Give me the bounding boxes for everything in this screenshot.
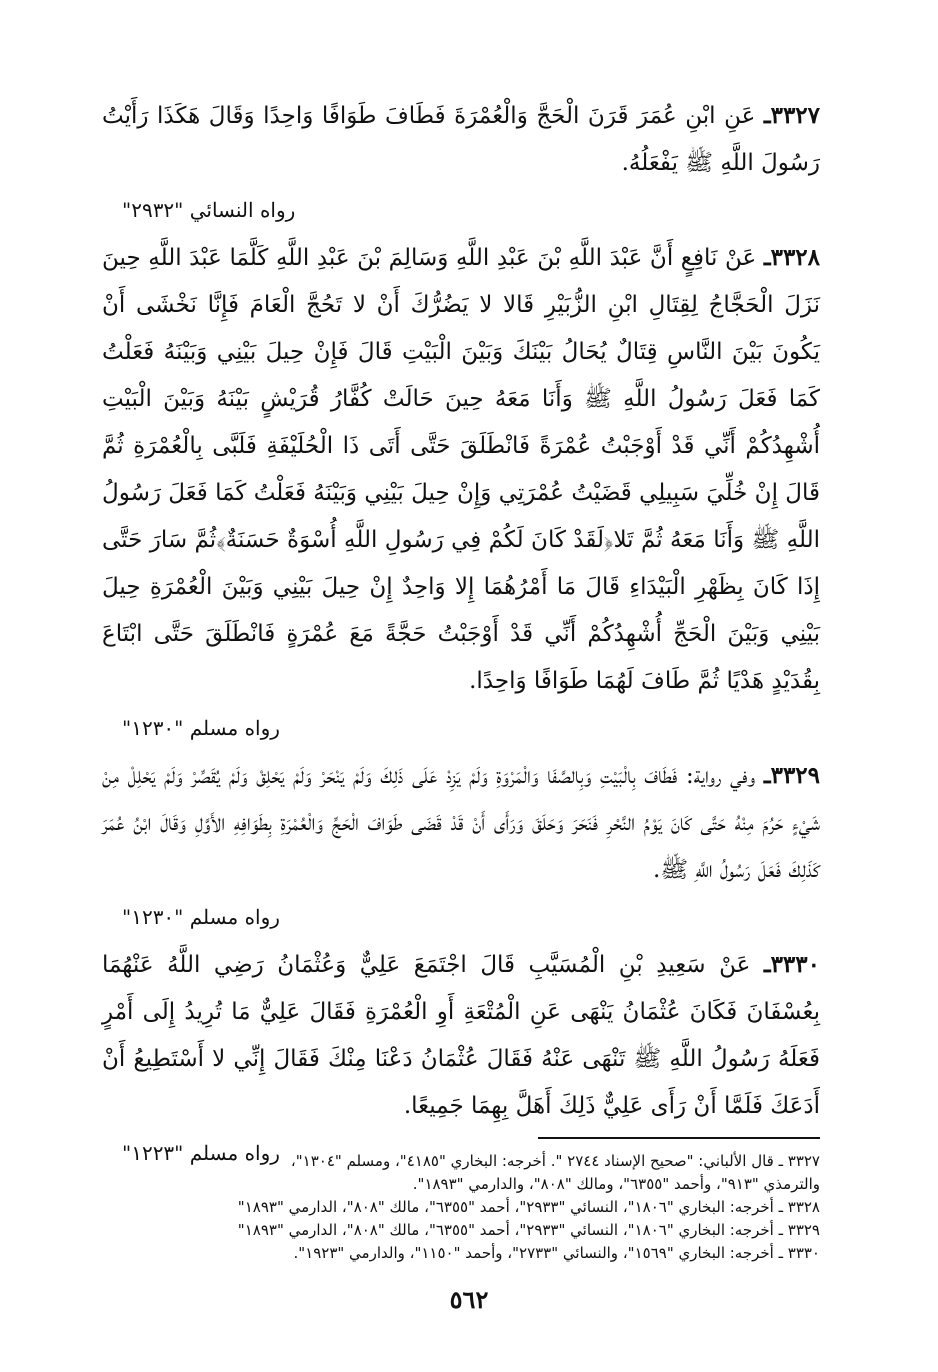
hadith-text: وفي رواية: فَطَافَ بِالْبَيْتِ وَبِالصَّفَا وَالْمَرْوَةِ وَلَمْ يَزِدْ عَلَى ذَلِكَ وَلَمْ يَنْحَرْ وَلَمْ يَحْلِقْ وَلَمْ يُقَصِّرْ وَلَمْ يَحْلِلْ مِنْ شَيْءٍ حَرُمَ مِنْهُ حَتَّى كَانَ يَوْمُ النَّحْرِ فَنَحَرَ وَحَلَقَ وَرَأَى أَنْ قَدْ قَضَى طَوَافَ الْحَجِّ وَالْعُمْرَةِ بِطَوَافِهِ الأَوَّلِ وَقَالَ ابْنُ عُمَرَ كَذَلِكَ فَعَلَ رَسُولُ اللَّهِ ﷺ. — [102, 763, 820, 883]
footnote-line: ٣٣٢٩ ـ أخرجه: البخاري "١٨٠٦"، النسائي "٢٩٣٣"، أحمد "٦٣٥٥"، مالك "٨٠٨"، الدارمي "١٨٩٣" — [237, 1221, 820, 1239]
hadith-text: عَنِ ابْنِ عُمَرَ قَرَنَ الْحَجَّ وَالْعُمْرَةَ فَطَافَ طَوَافًا وَاحِدًا وَقَالَ هَكَذَا رَأَيْتُ رَسُولَ اللَّهِ ﷺ يَفْعَلُهُ. — [102, 103, 820, 176]
hadith-number: ٣٣٢٧ـ — [763, 102, 821, 129]
hadith-source: رواه مسلم "١٢٣٠" — [122, 905, 280, 929]
hadith-number: ٣٣٢٩ـ — [763, 762, 821, 789]
hadith-3328 — [102, 234, 820, 752]
hadith-3330 — [102, 941, 820, 1177]
hadith-3327 — [102, 92, 820, 234]
footnote-line: والترمذي "٩١٣"، وأحمد "٦٣٥٥"، ومالك "٨٠٨"، والدارمي "١٨٩٣". — [412, 1175, 820, 1193]
hadith-source: رواه مسلم "١٢٢٣" — [122, 1141, 280, 1165]
footnote-line: ٣٣٢٧ ـ قال الألباني: "صحيح الإسناد ٢٧٤٤ ". أخرجه: البخاري "٤١٨٥"، ومسلم "١٣٠٤"، — [290, 1152, 820, 1170]
hadith-source: رواه النسائي "٢٩٣٢" — [122, 198, 296, 222]
hadith-text: عَنْ سَعِيدِ بْنِ الْمُسَيَّبِ قَالَ اجْتَمَعَ عَلِيٌّ وَعُثْمَانُ رَضِي اللَّهُ عَنْهُمَا بِعُسْفَانَ فَكَانَ عُثْمَانُ يَنْهَى عَنِ الْمُتْعَةِ أَوِ الْعُمْرَةِ فَقَالَ عَلِيٌّ مَا تُرِيدُ إِلَى أَمْرٍ فَعَلَهُ رَسُولُ اللَّهِ ﷺ تَنْهَى عَنْهُ فَقَالَ عُثْمَانُ دَعْنَا مِنْكَ فَقَالَ إِنِّي لا أَسْتَطِيعُ أَنْ أَدَعَكَ فَلَمَّا أَنْ رَأَى عَلِيٌّ ذَلِكَ أَهَلَّ بِهِمَا جَمِيعًا. — [102, 952, 820, 1119]
footnotes — [102, 1150, 820, 1265]
hadith-3329 — [102, 752, 820, 941]
footnote-line: ٣٣٢٨ ـ أخرجه: البخاري "١٨٠٦"، النسائي "٢٩٣٣"، أحمد "٦٣٥٥"، مالك "٨٠٨"، الدارمي "١٨٩٣" — [237, 1198, 820, 1216]
page-number: ٥٦٢ — [449, 1285, 489, 1314]
hadith-source: رواه مسلم "١٢٣٠" — [122, 716, 280, 740]
hadith-number: ٣٣٣٠ـ — [763, 951, 820, 978]
hadith-number: ٣٣٢٨ـ — [763, 244, 821, 271]
footnote-separator — [538, 1137, 820, 1139]
hadith-section — [102, 92, 820, 1177]
hadith-text: عَنْ نَافِعٍ أَنَّ عَبْدَ اللَّهِ بْنَ عَبْدِ اللَّهِ وَسَالِمَ بْنَ عَبْدِ اللَّهِ كَلَّمَا عَبْدَ اللَّهِ حِينَ نَزَلَ الْحَجَّاجُ لِقِتَالِ ابْنِ الزُّبَيْرِ قَالا لا يَضُرُّكَ أَنْ لا تَحُجَّ الْعَامَ فَإِنَّا نَخْشَى أَنْ يَكُونَ بَيْنَ النَّاسِ قِتَالٌ يُحَالُ بَيْنَكَ وَبَيْنَ الْبَيْتِ قَالَ فَإِنْ حِيلَ بَيْنِي وَبَيْنَهُ فَعَلْتُ كَمَا فَعَلَ رَسُولُ اللَّهِ ﷺ وَأَنَا مَعَهُ حِينَ حَالَتْ كُفَّارُ قُرَيْشٍ بَيْنَهُ وَبَيْنَ الْبَيْتِ أُشْهِدُكُمْ أَنِّي قَدْ أَوْجَبْتُ عُمْرَةً فَانْطَلَقَ حَتَّى أَتَى ذَا الْحُلَيْفَةِ فَلَبَّى بِالْعُمْرَةِ ثُمَّ قَالَ إِنْ خُلِّيَ سَبِيلِي قَضَيْتُ عُمْرَتِي وَإِنْ حِيلَ بَيْنِي وَبَيْنَهُ فَعَلْتُ كَمَا فَعَلَ رَسُولُ اللَّهِ ﷺ وَأَنَا مَعَهُ ثُمَّ تَلا﴿لَقَدْ كَانَ لَكُمْ فِي رَسُولِ اللَّهِ أُسْوَةٌ حَسَنَةٌ﴾ثُمَّ سَارَ حَتَّى إِذَا كَانَ بِظَهْرِ الْبَيْدَاءِ قَالَ مَا أَمْرُهُمَا إِلا وَاحِدٌ إِنْ حِيلَ بَيْنِي وَبَيْنَ الْعُمْرَةِ حِيلَ بَيْنِي وَبَيْنَ الْحَجِّ أُشْهِدُكُمْ أَنِّي قَدْ أَوْجَبْتُ حَجَّةً مَعَ عُمْرَةٍ فَانْطَلَقَ حَتَّى ابْتَاعَ بِقُدَيْدٍ هَدْيًا ثُمَّ طَافَ لَهُمَا طَوَافًا وَاحِدًا. — [102, 245, 820, 694]
footnote-line: ٣٣٣٠ ـ أخرجه: البخاري "١٥٦٩"، والنسائي "٢٧٣٣"، وأحمد "١١٥٠"، والدارمي "١٩٢٣". — [293, 1244, 820, 1262]
